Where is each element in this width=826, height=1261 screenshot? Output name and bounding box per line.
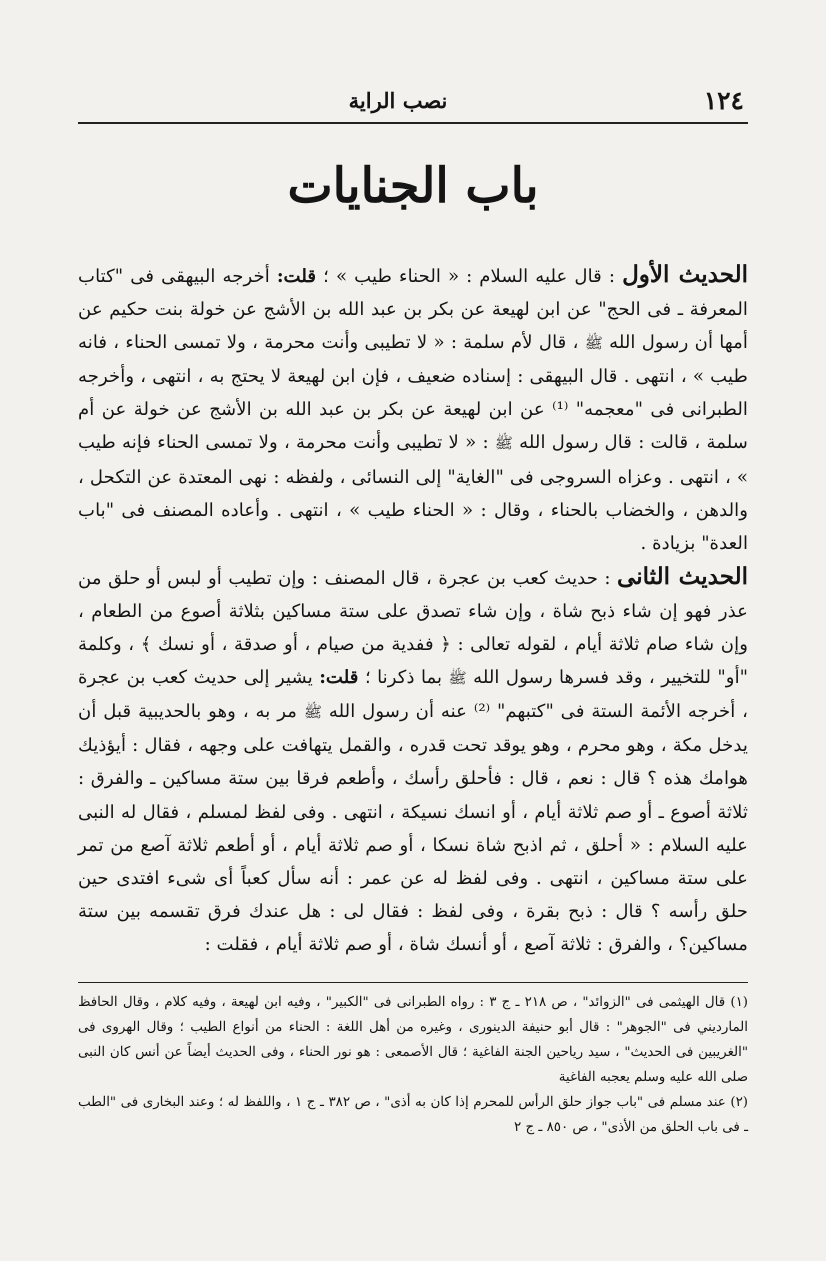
- hadith-1-paragraph: [78, 258, 748, 560]
- qult-label: قلت:: [276, 266, 317, 287]
- running-title: نصب الراية: [348, 88, 448, 113]
- salutation-glyph: ﷺ: [448, 669, 467, 688]
- footnote-divider: [78, 982, 748, 983]
- hadith-1-text: : « لا تطيبى وأنت محرمة ، ولا تمسى الحناء فإنه طيب » ، انتهى . وعزاه السروجى فى "الغاية" إلى النسائى ، ولفظه : نهى المعتدة عن التكحل ، والدهن ، والخضاب بالحناء ، وقال : « الحناء طيب » ، انتهى . وأعاده المصنف فى "باب العدة" بزيادة .: [78, 432, 748, 554]
- page-number: ١٢٤: [703, 86, 744, 115]
- footnotes: [78, 990, 748, 1140]
- hadith-2-label: الحديث الثانى: [617, 562, 748, 590]
- salutation-glyph: ﷺ: [303, 703, 323, 722]
- hadith-2-paragraph: [78, 560, 748, 961]
- hadith-2-text: يشير إلى حديث كعب بن عجرة ، أخرجه الأئمة الستة فى "كتبهم" ⁽²⁾ عنه أن رسول الله: [78, 667, 748, 723]
- hadith-1-text: ، قال لأم سلمة : « لا تطيبى وأنت محرمة ، ولا تمسى الحناء ، فانه طيب » ، انتهى . قال البيهقى : إسناده ضعيف ، فإن ابن لهيعة لا يحتج به ، انتهى ، وأخرجه الطبرانى فى "معجمه" ⁽¹⁾ عن ابن لهيعة عن بكر بن عبد الله بن الأشج عن خولة عن أم سلمة ، قالت : قال رسول الله: [78, 332, 748, 454]
- hadith-1-text: : قال عليه السلام : « الحناء طيب » ؛: [323, 266, 616, 287]
- hadith-2-text: مر به ، وهو بالحديبية قبل أن يدخل مكة ، وهو محرم ، وهو يوقد تحت قدره ، والقمل يتهافت على وجهه ، فقال : أيؤذيك هوامك هذه ؟ قال : نعم ، قال : فأحلق رأسك ، وأطعم فرقا بين ستة مساكين ـ والفرق : ثلاثة أصوع ـ أو صم ثلاثة أيام ، أو انسك نسيكة ، انتهى . وفى لفظ لمسلم ، فقال له النبى عليه السلام : « أحلق ، ثم اذبح شاة نسكا ، أو صم ثلاثة أيام ، أو أطعم ثلاثة آصع من تمر على ستة مساكين ، انتهى . وفى لفظ له عن عمر : أنه سأل كعباً أى شىء افتدى حين حلق رأسه ؟ قال : ذبح بقرة ، وفى لفظ : فقال لى : هل عندك فرق تقسمه بين ستة مساكين؟ ، والفرق : ثلاثة آصع ، أو أنسك شاة ، أو صم ثلاثة أيام ، فقلت :: [78, 701, 748, 955]
- main-text: [78, 258, 748, 961]
- footnote-2: (٢) عند مسلم فى "باب جواز حلق الرأس للمحرم إذا كان به أذى" ، ص ٣٨٢ ـ ج ١ ، واللفظ له ؛ وعند البخارى فى "الطب ـ فى باب الحلق من الأذى" ، ص ٨٥٠ ـ ج ٢: [78, 1095, 748, 1135]
- qult-label: قلت:: [319, 667, 359, 689]
- salutation-glyph: ﷺ: [584, 334, 603, 353]
- chapter-title: باب الجنايات: [287, 158, 539, 214]
- hadith-1-text: أخرجه البيهقى فى "كتاب المعرفة ـ فى الحج" عن ابن لهيعة عن بكر بن عبد الله بن الأشج عن خولة بنت حكيم عن أمها أن رسول الله: [78, 266, 748, 354]
- hadith-2-text: بما ذكرنا ؛: [364, 667, 443, 689]
- hadith-2-text: : حديث كعب بن عجرة ، قال المصنف : وإن تطيب أو لبس أو حلق من عذر فهو إن شاء ذبح شاة ، وإن شاء تصدق على ستة مساكين بثلاثة أصوع من الطعام ، وإن شاء صام ثلاثة أيام ، لقوله تعالى : ﴿ ففدية من صيام ، أو صدقة ، أو نسك ﴾ ، وكلمة "أو" للتخيير ، وقد فسرها رسول الله: [78, 567, 748, 689]
- running-header: [78, 82, 748, 124]
- hadith-1-label: الحديث الأول: [622, 261, 748, 288]
- salutation-glyph: ﷺ: [494, 434, 513, 453]
- footnote-1: (١) قال الهيثمى فى "الزوائد" ، ص ٢١٨ ـ ج ٣ : رواه الطبرانى فى "الكبير" ، وفيه ابن لهيعة ، وفيه كلام ، وقال الحافظ المارديني فى "الجوهر" : قال أبو حنيفة الدينورى ، وغيره من أهل اللغة : الحناء من أنواع الطيب ؛ وقال الهروى فى "الغريبين فى الحديث" ، سيد رياحين الجنة الفاغية ؛ قال الأصمعى : هو نور الحناء ، وفى الحديث أيضاً عن أنس كان النبى صلى الله عليه وسلم يعجبه الفاغية: [78, 995, 749, 1085]
